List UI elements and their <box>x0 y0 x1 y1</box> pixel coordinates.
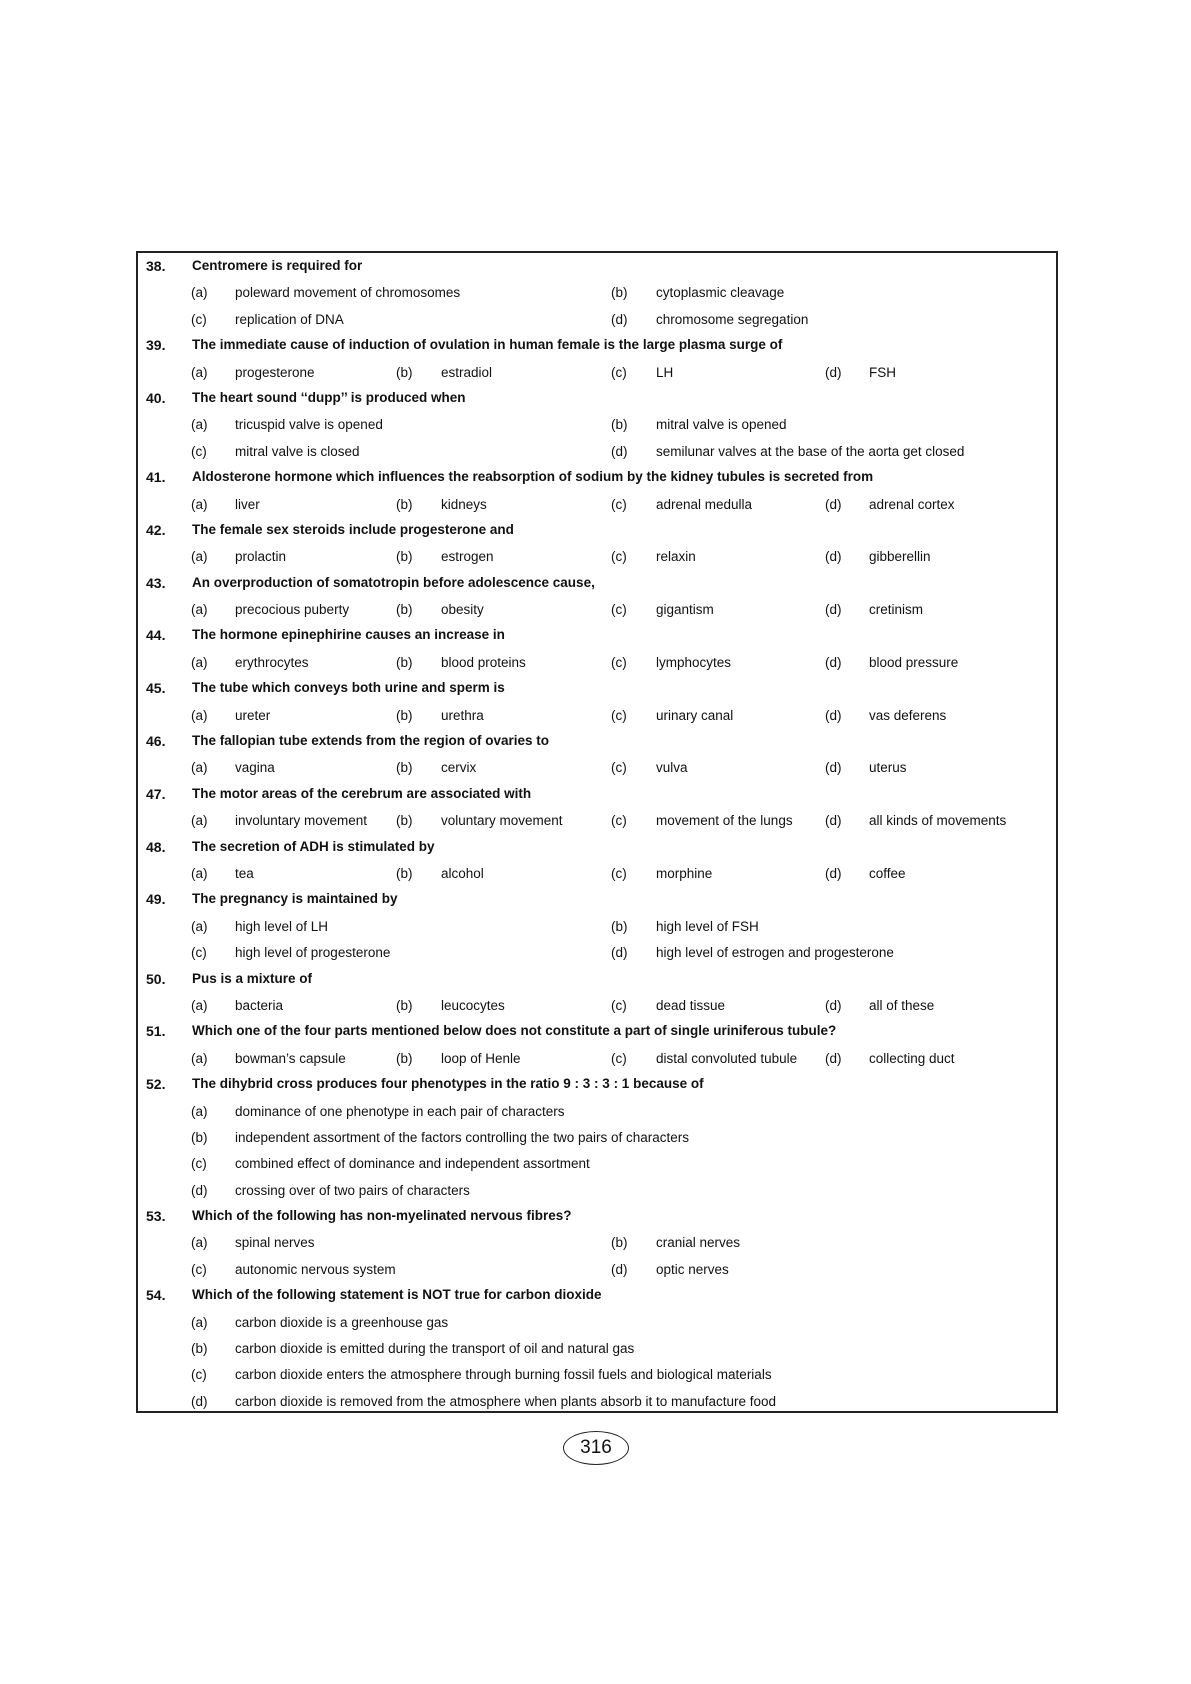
option-label: (a) <box>191 760 208 776</box>
question-text: An overproduction of somatotropin before adolescence cause, <box>192 574 595 590</box>
question-number: 41. <box>146 469 166 486</box>
option-label: (a) <box>191 1103 208 1119</box>
option-label: (c) <box>611 760 627 776</box>
question-text: The tube which conveys both urine and sperm is <box>192 680 505 696</box>
option-row <box>138 306 1056 332</box>
question-49 <box>138 886 1056 912</box>
option-text: urethra <box>441 707 484 723</box>
option-label: (a) <box>191 918 208 934</box>
option-label: (d) <box>825 865 842 881</box>
question-sheet <box>136 251 1058 1413</box>
option-label: (c) <box>611 997 627 1013</box>
option-row <box>138 649 1056 675</box>
option-text: high level of FSH <box>656 918 759 934</box>
option-row <box>138 939 1056 965</box>
question-number: 44. <box>146 627 166 644</box>
option-label: (b) <box>611 417 628 433</box>
option-text: blood pressure <box>869 654 959 670</box>
option-text: poleward movement of chromosomes <box>235 285 461 301</box>
option-label: (c) <box>191 945 207 961</box>
question-text: The hormone epinephirine causes an increase in <box>192 627 505 643</box>
option-text: autonomic nervous system <box>235 1261 396 1277</box>
option-label: (b) <box>396 602 413 618</box>
option-row <box>138 438 1056 464</box>
option-label: (b) <box>396 997 413 1013</box>
option-text: leucocytes <box>441 997 505 1013</box>
option-label: (c) <box>611 654 627 670</box>
option-row <box>138 543 1056 569</box>
option-label: (a) <box>191 654 208 670</box>
option-text: morphine <box>656 865 713 881</box>
option-label: (c) <box>191 311 207 327</box>
question-44 <box>138 622 1056 648</box>
question-number: 46. <box>146 733 166 750</box>
question-53 <box>138 1203 1056 1229</box>
option-label: (d) <box>825 549 842 565</box>
option-label: (b) <box>396 865 413 881</box>
question-number: 49. <box>146 891 166 908</box>
question-52 <box>138 1071 1056 1097</box>
option-row <box>138 1229 1056 1255</box>
option-label: (a) <box>191 364 208 380</box>
option-label: (d) <box>611 945 628 961</box>
option-label: (c) <box>611 813 627 829</box>
option-label: (c) <box>611 1050 627 1066</box>
option-row <box>138 807 1056 833</box>
question-text: The dihybrid cross produces four phenotypes in the ratio 9 : 3 : 3 : 1 because of <box>192 1076 704 1092</box>
option-text: combined effect of dominance and independent assortment <box>235 1156 590 1172</box>
question-38 <box>138 253 1056 279</box>
option-text: bowman’s capsule <box>235 1050 346 1066</box>
option-label: (d) <box>825 707 842 723</box>
option-label: (b) <box>611 918 628 934</box>
option-text: cretinism <box>869 602 924 618</box>
question-number: 39. <box>146 337 166 354</box>
option-label: (d) <box>825 364 842 380</box>
question-46 <box>138 728 1056 754</box>
question-43 <box>138 570 1056 596</box>
option-text: carbon dioxide is emitted during the transport of oil and natural gas <box>235 1341 635 1357</box>
question-text: The pregnancy is maintained by <box>192 891 398 907</box>
question-text: Pus is a mixture of <box>192 970 313 986</box>
option-row <box>138 702 1056 728</box>
option-text: carbon dioxide is removed from the atmosphere when plants absorb it to manufacture food <box>235 1393 777 1409</box>
option-row <box>138 279 1056 305</box>
option-label: (b) <box>396 760 413 776</box>
option-text: high level of LH <box>235 918 329 934</box>
question-number: 43. <box>146 574 166 591</box>
option-label: (b) <box>396 549 413 565</box>
option-row <box>138 860 1056 886</box>
question-42 <box>138 517 1056 543</box>
option-text: estradiol <box>441 364 493 380</box>
option-text: tricuspid valve is opened <box>235 417 383 433</box>
option-label: (a) <box>191 496 208 512</box>
option-label: (a) <box>191 1314 208 1330</box>
option-text: FSH <box>869 364 896 380</box>
option-text: chromosome segregation <box>656 311 809 327</box>
question-number: 48. <box>146 838 166 855</box>
option-text: coffee <box>869 865 906 881</box>
option-text: LH <box>656 364 674 380</box>
option-label: (b) <box>191 1341 208 1357</box>
option-text: progesterone <box>235 364 315 380</box>
option-text: obesity <box>441 602 484 618</box>
option-text: blood proteins <box>441 654 526 670</box>
question-text: Which one of the four parts mentioned below does not constitute a part of single uriniferous tubule? <box>192 1023 837 1039</box>
option-label: (c) <box>611 364 627 380</box>
option-label: (c) <box>611 602 627 618</box>
option-row <box>138 1098 1056 1124</box>
option-row <box>138 1388 1056 1414</box>
question-number: 47. <box>146 785 166 802</box>
option-text: semilunar valves at the base of the aorta get closed <box>656 443 965 459</box>
option-row <box>138 1150 1056 1176</box>
option-label: (c) <box>611 549 627 565</box>
option-text: precocious puberty <box>235 602 350 618</box>
option-label: (b) <box>396 654 413 670</box>
question-text: The motor areas of the cerebrum are associated with <box>192 785 532 801</box>
option-label: (b) <box>396 364 413 380</box>
option-text: carbon dioxide is a greenhouse gas <box>235 1314 449 1330</box>
option-text: high level of estrogen and progesterone <box>656 945 894 961</box>
option-row <box>138 754 1056 780</box>
option-text: ureter <box>235 707 271 723</box>
question-number: 42. <box>146 521 166 538</box>
option-text: cervix <box>441 760 477 776</box>
option-label: (d) <box>191 1393 208 1409</box>
question-number: 52. <box>146 1076 166 1093</box>
option-row <box>138 913 1056 939</box>
question-41 <box>138 464 1056 490</box>
option-text: adrenal cortex <box>869 496 955 512</box>
option-label: (a) <box>191 417 208 433</box>
question-45 <box>138 675 1056 701</box>
option-text: carbon dioxide enters the atmosphere through burning fossil fuels and biological materials <box>235 1367 772 1383</box>
question-text: Which of the following statement is NOT true for carbon dioxide <box>192 1287 602 1303</box>
option-text: movement of the lungs <box>656 813 793 829</box>
option-text: gigantism <box>656 602 714 618</box>
question-51 <box>138 1018 1056 1044</box>
option-text: independent assortment of the factors controlling the two pairs of characters <box>235 1129 689 1145</box>
option-label: (b) <box>396 813 413 829</box>
option-label: (a) <box>191 1050 208 1066</box>
option-label: (a) <box>191 1235 208 1251</box>
question-48 <box>138 834 1056 860</box>
question-50 <box>138 966 1056 992</box>
option-text: vagina <box>235 760 275 776</box>
option-text: involuntary movement <box>235 813 368 829</box>
question-text: The fallopian tube extends from the region of ovaries to <box>192 733 550 749</box>
option-row <box>138 1256 1056 1282</box>
option-text: alcohol <box>441 865 484 881</box>
option-text: mitral valve is closed <box>235 443 360 459</box>
option-row <box>138 596 1056 622</box>
option-label: (b) <box>611 285 628 301</box>
option-row <box>138 491 1056 517</box>
option-label: (c) <box>191 1367 207 1383</box>
option-label: (d) <box>825 1050 842 1066</box>
option-label: (d) <box>191 1182 208 1198</box>
option-label: (d) <box>611 1261 628 1277</box>
question-number: 54. <box>146 1287 166 1304</box>
option-text: bacteria <box>235 997 284 1013</box>
question-number: 53. <box>146 1208 166 1225</box>
option-text: all of these <box>869 997 935 1013</box>
option-text: cranial nerves <box>656 1235 741 1251</box>
option-row <box>138 992 1056 1018</box>
option-text: vulva <box>656 760 688 776</box>
option-text: all kinds of movements <box>869 813 1007 829</box>
option-label: (a) <box>191 865 208 881</box>
option-label: (c) <box>611 865 627 881</box>
option-label: (d) <box>825 813 842 829</box>
option-text: mitral valve is opened <box>656 417 787 433</box>
option-label: (d) <box>611 311 628 327</box>
option-row <box>138 1124 1056 1150</box>
option-text: uterus <box>869 760 907 776</box>
option-label: (b) <box>396 707 413 723</box>
option-text: high level of progesterone <box>235 945 391 961</box>
option-label: (d) <box>825 760 842 776</box>
option-label: (c) <box>191 1156 207 1172</box>
option-text: gibberellin <box>869 549 931 565</box>
option-text: adrenal medulla <box>656 496 753 512</box>
option-text: erythrocytes <box>235 654 309 670</box>
question-54 <box>138 1282 1056 1308</box>
option-text: crossing over of two pairs of characters <box>235 1182 470 1198</box>
option-label: (b) <box>611 1235 628 1251</box>
option-label: (a) <box>191 549 208 565</box>
option-label: (a) <box>191 813 208 829</box>
option-row <box>138 1045 1056 1071</box>
option-label: (d) <box>611 443 628 459</box>
option-label: (a) <box>191 602 208 618</box>
question-number: 50. <box>146 970 166 987</box>
option-label: (b) <box>191 1129 208 1145</box>
option-text: relaxin <box>656 549 696 565</box>
page-number: 316 <box>563 1431 629 1465</box>
question-text: The secretion of ADH is stimulated by <box>192 838 435 854</box>
option-row <box>138 1361 1056 1387</box>
question-40 <box>138 385 1056 411</box>
option-label: (d) <box>825 602 842 618</box>
option-text: estrogen <box>441 549 494 565</box>
option-row <box>138 1177 1056 1203</box>
question-39 <box>138 332 1056 358</box>
option-row <box>138 1309 1056 1335</box>
option-label: (c) <box>611 496 627 512</box>
option-text: liver <box>235 496 260 512</box>
option-text: distal convoluted tubule <box>656 1050 798 1066</box>
option-text: lymphocytes <box>656 654 732 670</box>
option-label: (d) <box>825 654 842 670</box>
option-row <box>138 359 1056 385</box>
option-row <box>138 411 1056 437</box>
question-text: The female sex steroids include progesterone and <box>192 521 514 537</box>
option-text: kidneys <box>441 496 487 512</box>
option-label: (d) <box>825 496 842 512</box>
option-label: (d) <box>825 997 842 1013</box>
option-text: dead tissue <box>656 997 726 1013</box>
question-number: 45. <box>146 680 166 697</box>
option-label: (b) <box>396 496 413 512</box>
option-text: voluntary movement <box>441 813 563 829</box>
option-text: spinal nerves <box>235 1235 315 1251</box>
question-text: Aldosterone hormone which influences the reabsorption of sodium by the kidney tubules is secreted from <box>192 469 874 485</box>
option-label: (c) <box>191 443 207 459</box>
option-text: urinary canal <box>656 707 734 723</box>
question-number: 38. <box>146 258 166 274</box>
option-label: (c) <box>191 1261 207 1277</box>
option-label: (a) <box>191 997 208 1013</box>
option-text: dominance of one phenotype in each pair of characters <box>235 1103 565 1119</box>
question-text: Which of the following has non-myelinated nervous fibres? <box>192 1208 572 1224</box>
option-label: (a) <box>191 285 208 301</box>
option-text: cytoplasmic cleavage <box>656 285 785 301</box>
option-text: collecting duct <box>869 1050 955 1066</box>
option-text: replication of DNA <box>235 311 344 327</box>
option-text: vas deferens <box>869 707 947 723</box>
option-text: loop of Henle <box>441 1050 521 1066</box>
question-text: Centromere is required for <box>192 258 363 273</box>
option-label: (a) <box>191 707 208 723</box>
option-label: (c) <box>611 707 627 723</box>
option-text: optic nerves <box>656 1261 729 1277</box>
question-number: 51. <box>146 1023 166 1040</box>
option-label: (b) <box>396 1050 413 1066</box>
question-47 <box>138 781 1056 807</box>
option-text: tea <box>235 865 254 881</box>
question-text: The immediate cause of induction of ovulation in human female is the large plasma surge of <box>192 337 783 353</box>
option-row <box>138 1335 1056 1361</box>
option-text: prolactin <box>235 549 287 565</box>
question-number: 40. <box>146 389 166 406</box>
question-text: The heart sound ‘‘dupp’’ is produced when <box>192 389 466 405</box>
